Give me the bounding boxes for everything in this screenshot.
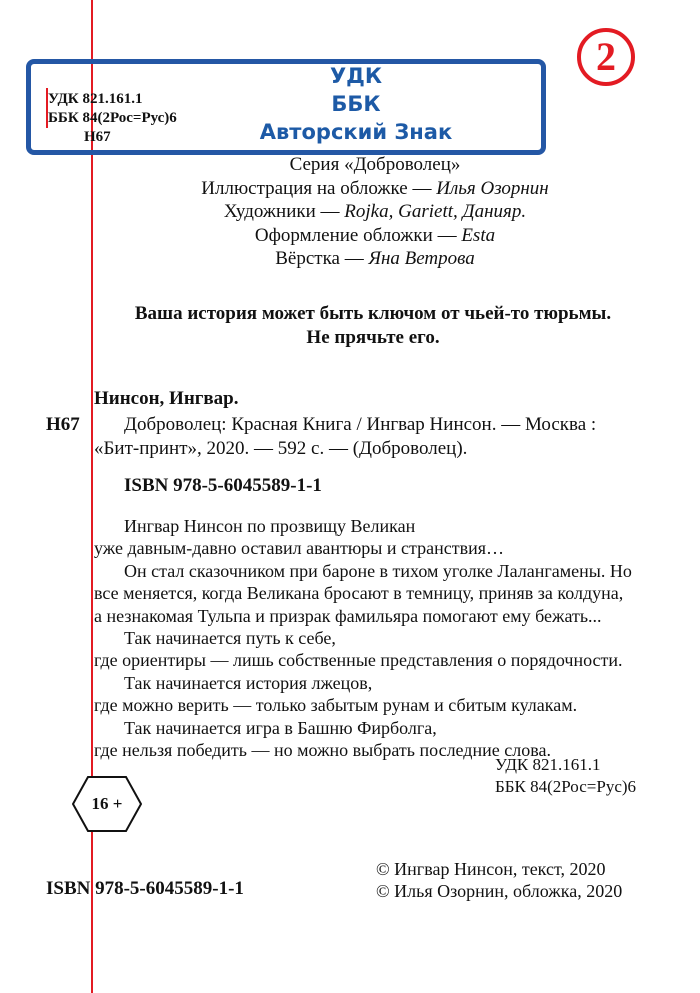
age-rating: 16 + [91,794,123,813]
author-code-mark: Н67 [46,414,80,435]
biblio-line-2: «Бит-принт», 2020. — 592 с. — (Доброволец). [94,438,468,459]
isbn-bottom: ISBN 978-5-6045589-1-1 [46,878,244,899]
copyright-block [376,858,622,902]
annotation-line: где ориентиры — лишь собственные представления о порядочности. [94,650,623,671]
page-number-badge [577,28,635,86]
annotation-text [94,515,654,761]
biblio-line-1: Доброволец: Красная Книга / Ингвар Нинсон. — Москва : [124,414,597,435]
annotation-line: Так начинается игра в Башню Фирболга, [124,717,437,738]
copyright-cover: © Илья Озорнин, обложка, 2020 [376,881,623,901]
credits-block [160,153,590,271]
credit-artists: Художники — Rojka, Gariett, Данияр. [223,201,527,222]
copyright-text: © Ингвар Нинсон, текст, 2020 [376,859,606,879]
annotation-line: где можно верить — только забытым рунам и сбитым кулакам. [94,695,578,716]
quote-line-2: Не прячьте его. [306,327,440,348]
udk-bbk-right [495,754,636,798]
credit-cover-illustration: Иллюстрация на обложке — Илья Озорнин [201,177,549,199]
annotation-line: все меняется, когда Великана бросают в темницу, приняв за колдуна, [94,583,624,604]
isbn-entry: ISBN 978-5-6045589-1-1 [124,475,322,496]
right-bbk: ББК 84(2Рос=Рус)6 [495,777,637,796]
annotation-line: Ингвар Нинсон по прозвищу Великан [124,516,416,536]
annotation-line: а незнакомая Тульпа и призрак фамильяра помогают ему бежать... [94,605,602,626]
udk-label: УДК [329,64,383,88]
credit-cover-design: Оформление обложки — Esta [254,224,496,246]
author-sign-label: Авторский Знак [259,120,453,144]
bibliographic-entry [94,413,634,461]
credit-layout: Вёрстка — Яна Ветрова [275,248,475,269]
classification-labels [226,62,486,146]
quote-line-1: Ваша история может быть ключом от чьей-то тюрьмы. [134,303,612,324]
right-udk: УДК 821.161.1 [495,755,601,774]
left-bbk: ББК 84(2Рос=Рус)6 [48,110,177,126]
annotation-line: Так начинается история лжецов, [124,672,373,693]
annotation-line: где нельзя победить — но можно выбрать последние слова. [94,740,551,761]
annotation-line: Он стал сказочником при бароне в тихом уголке Лалангамены. Но [124,560,632,581]
page-number: 2 [596,34,616,79]
left-udk: УДК 821.161.1 [48,91,143,107]
epigraph-quote [93,302,653,350]
credit-series: Серия «Доброволец» [289,154,461,175]
annotation-line: уже давным-давно оставил авантюры и странствия… [94,538,504,559]
left-author-code: Н67 [84,129,111,145]
author-heading: Нинсон, Ингвар. [94,388,239,409]
left-codes [48,90,177,147]
bbk-label: ББК [331,92,381,116]
annotation-line: Так начинается путь к себе, [124,628,336,649]
